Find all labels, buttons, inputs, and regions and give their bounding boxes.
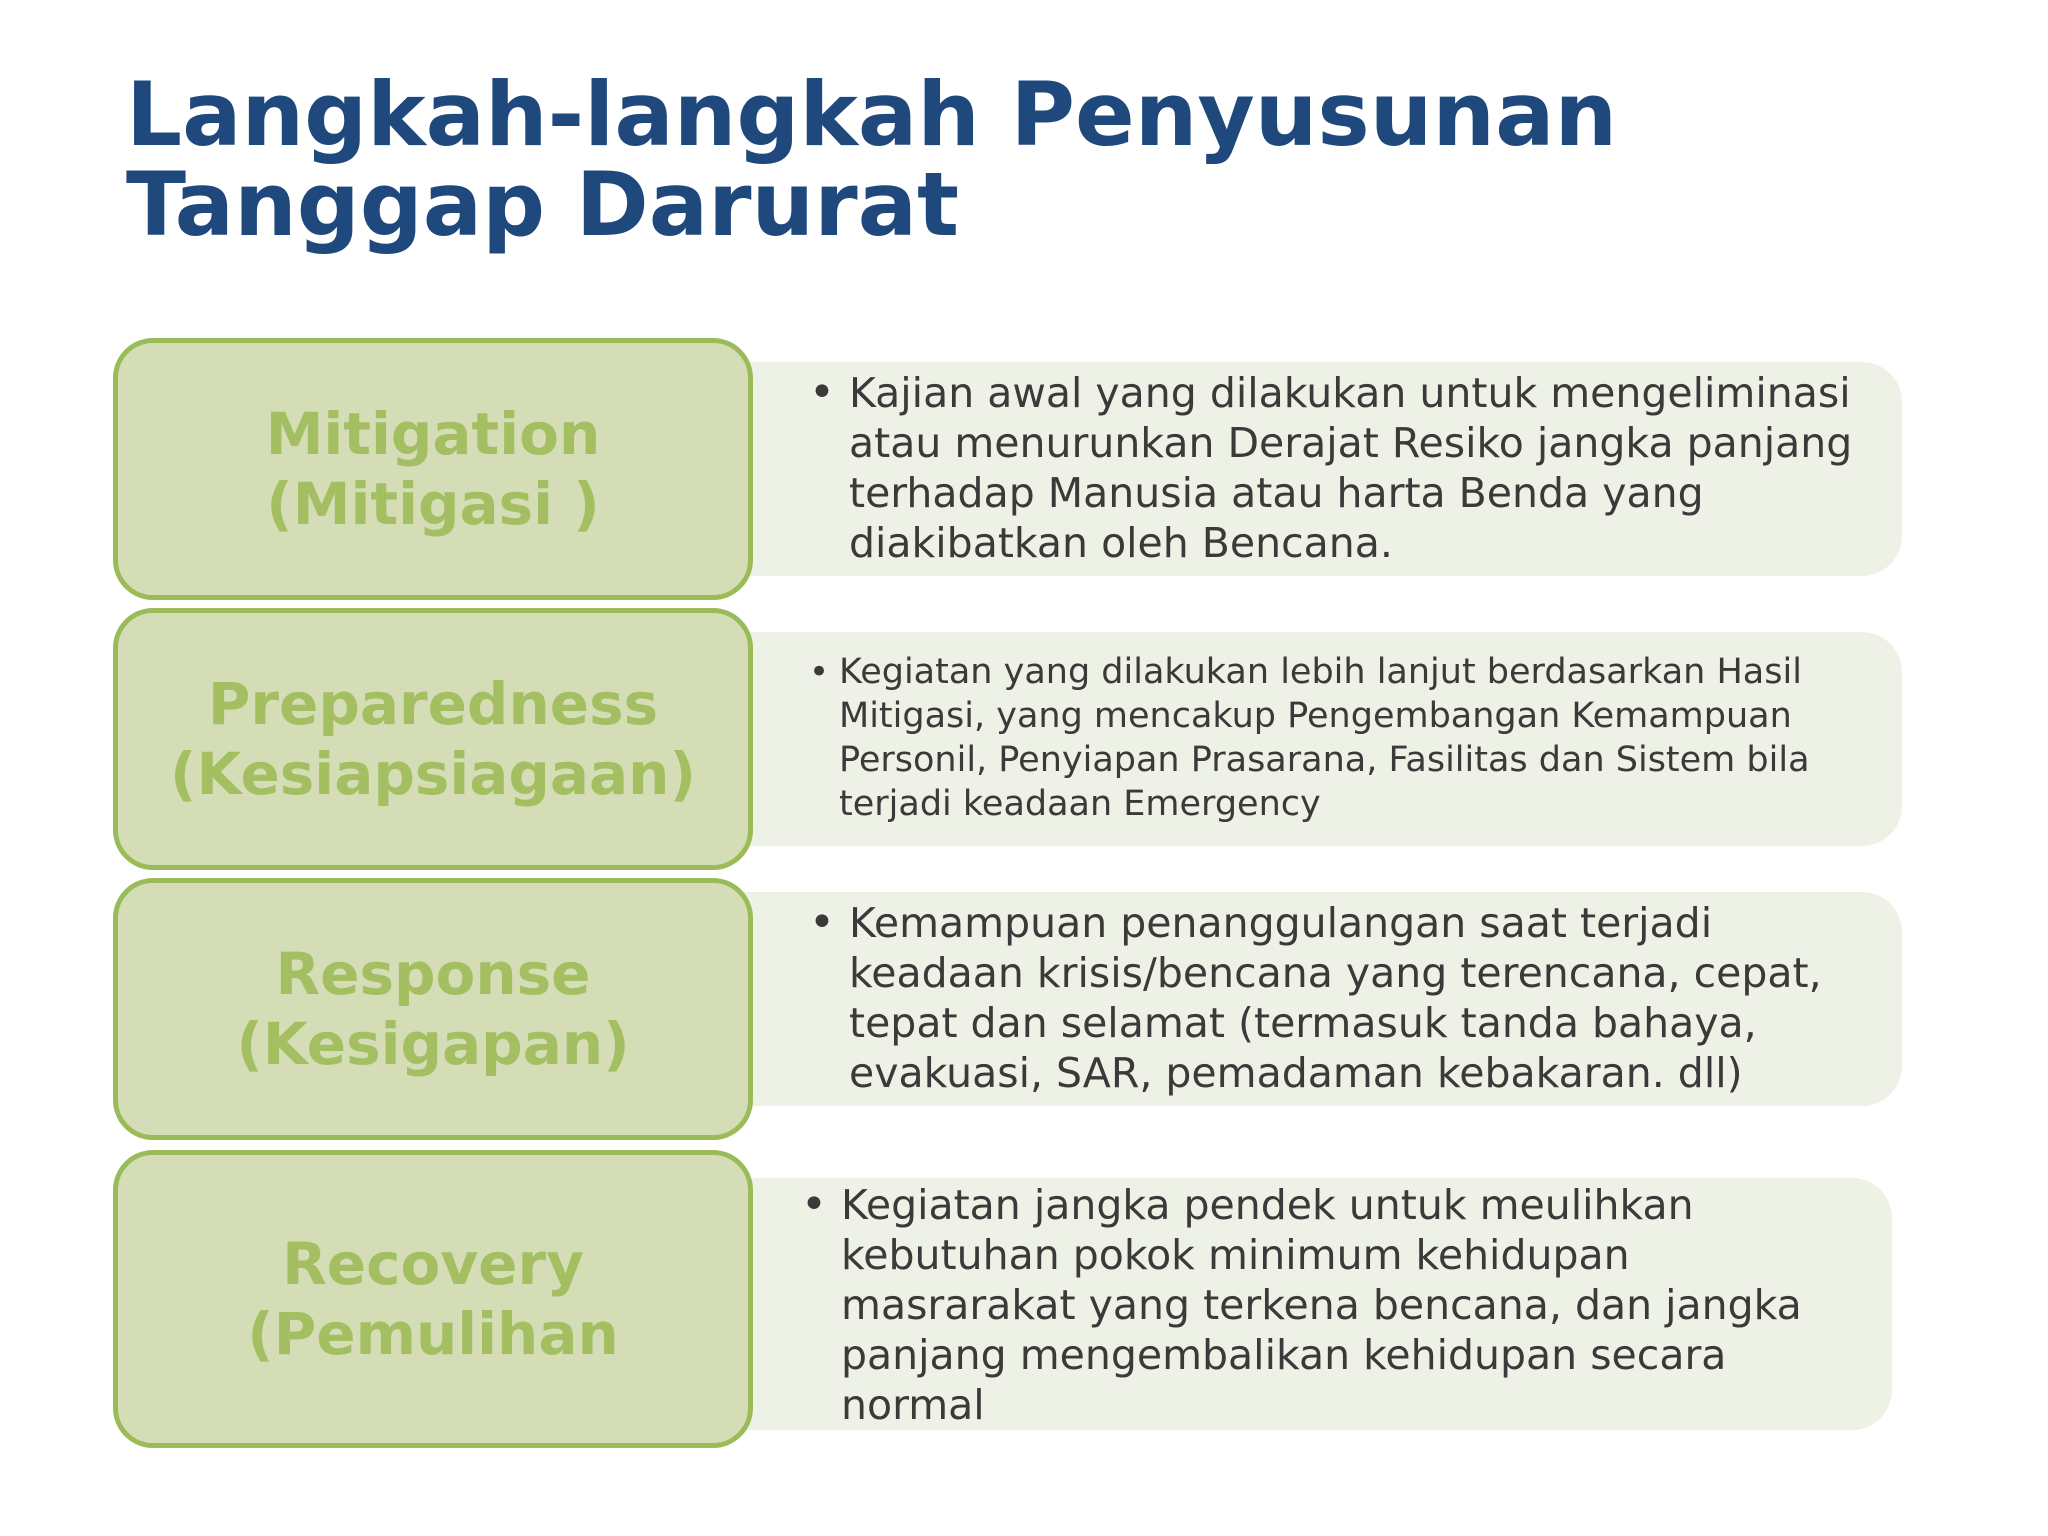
phase-label-name: Recovery <box>282 1230 584 1298</box>
phase-label-mitigation <box>113 338 753 600</box>
phase-label-name: Response <box>275 940 591 1008</box>
description-text: Kegiatan yang dilakukan lebih lanjut berdasarkan Hasil Mitigasi, yang mencakup Pengembangan Kemampuan Personil, Penyiapan Prasarana, Fasilitas dan Sistem bila terjadi keadaan Emergency <box>839 652 1810 824</box>
description-recovery <box>801 1180 1861 1430</box>
bullet-icon: • <box>809 897 835 948</box>
phase-label-translation: (Mitigasi ) <box>266 470 600 538</box>
bullet-icon: • <box>809 652 830 692</box>
description-text: Kajian awal yang dilakukan untuk mengeliminasi atau menurunkan Derajat Resiko jangka panjang terhadap Manusia atau harta Benda yang diakibatkan oleh Bencana. <box>849 369 1853 567</box>
slide-title: Langkah-langkah Penyusunan Tanggap Darurat <box>126 63 1618 256</box>
phase-label-response <box>113 878 753 1140</box>
phase-label-preparedness <box>113 608 753 870</box>
description-text: Kemampuan penanggulangan saat terjadi keadaan krisis/bencana yang terencana, cepat, tepat dan selamat (termasuk tanda bahaya, evakuasi, SAR, pemadaman kebakaran. dll) <box>849 899 1822 1097</box>
phase-label-name: Preparedness <box>207 670 659 738</box>
phase-label-translation: (Kesiapsiagaan) <box>170 740 696 808</box>
description-text: Kegiatan jangka pendek untuk meulihkan kebutuhan pokok minimum kehidupan masrarakat yang terkena bencana, dan jangka panjang mengembalikan kehidupan secara normal <box>841 1181 1802 1429</box>
phase-label-recovery <box>113 1150 753 1448</box>
description-mitigation <box>809 368 1859 568</box>
phase-label-translation: (Pemulihan <box>247 1300 619 1368</box>
bullet-icon: • <box>801 1179 827 1230</box>
phase-label-translation: (Kesigapan) <box>236 1010 630 1078</box>
description-preparedness <box>809 650 1859 826</box>
bullet-icon: • <box>809 367 835 418</box>
description-response <box>809 898 1859 1098</box>
phase-label-name: Mitigation <box>265 400 601 468</box>
